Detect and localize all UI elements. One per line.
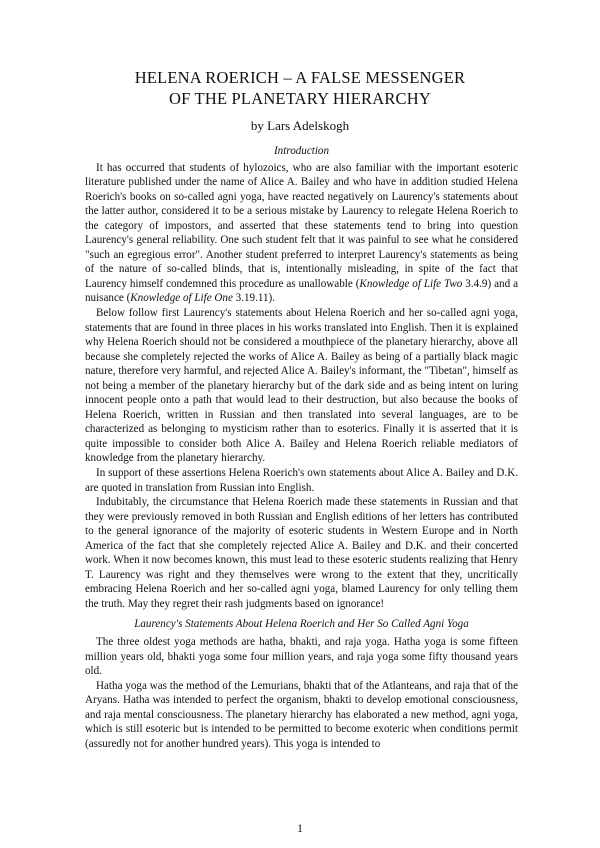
title-line-1: HELENA ROERICH – A FALSE MESSENGER (134, 68, 466, 87)
paragraph-1 (85, 161, 518, 306)
book-reference-knowledge-of-life-two: Knowledge of Life Two (359, 277, 463, 290)
section-heading-introduction: Introduction (273, 145, 330, 157)
section-heading-laurency-statements: Laurency's Statements About Helena Roerich and Her So Called Agni Yoga (134, 617, 469, 630)
paragraph-4: Indubitably, the circumstance that Helena Roerich made these statements in Russian and that they were previously removed in both Russian and English editions of her letters has contributed to the general ignorance of the majority of esoteric students in Western Europe and in North America of the fact that she completely rejected Alice A. Bailey and D.K. and their concerted work. When it now becomes known, this must lead to these esoteric students realizing that Henry T. Laurency was right and they themselves were wrong to the extent that they, uncritically embracing Helena Roerich and her so-called agni yoga, blamed Laurency for only telling them the truth. May they regret their rash judgments based on ignorance! (85, 496, 518, 610)
title-line-2: OF THE PLANETARY HIERARCHY (169, 89, 431, 108)
book-reference-knowledge-of-life-one: Knowledge of Life One (130, 292, 233, 305)
paragraph-1-text-a: It has occurred that students of hylozoics, who are also familiar with the important esoteric literature published under the name of Alice A. Bailey and who have in addition studied Helena Roerich's books on so-called agni yoga, have reacted negatively on Laurency's statements about the latter author, considered it to be a serious mistake by Laurency to relegate Helena Roerich to the category of impostors, and asserted that these statements tend to bring into question Laurency's general reliability. One such student felt that it was painful to see what he considered "such an egregious error". Another student preferred to interpret Laurency's statements as being of the nature of so-called blinds, that is, intentionally misleading, in spite of the fact that Laurency himself condemned this procedure as unallowable ( (85, 161, 518, 290)
paragraph-3: In support of these assertions Helena Roerich's own statements about Alice A. Bailey and D.K. are quoted in translation from Russian into English. (85, 467, 518, 494)
page-number: 1 (297, 821, 303, 835)
document-body (85, 144, 518, 751)
paragraph-2: Below follow first Laurency's statements about Helena Roerich and her so-called agni yoga, statements that are found in three places in his works translated into English. Then it is explained why Helena Roerich should not be considered a mouthpiece of the planetary hierarchy, above all because she completely rejected the works of Alice A. Bailey as being of a partially black magic nature, therefore very harmful, and rejected Alice A. Bailey's informant, the "Tibetan", himself as not being a member of the planetary hierarchy but of the dark side and as being intent on luring innocent people onto a path that would lead to their destruction, but also because the books of Helena Roerich, written in Russian and then translated into several languages, are to be characterized as belonging to mysticism rather than to esoterics. Finally it is asserted that it is quite impossible to consider both Alice A. Bailey and Helena Roerich reliable mediators of knowledge from the planetary hierarchy. (85, 307, 518, 465)
paragraph-1-text-b: 3.4.9) and a nuisance ( (85, 277, 518, 305)
author-byline: by Lars Adelskogh (250, 118, 350, 133)
paragraph-1-text-c: 3.19.11). (232, 292, 276, 305)
paragraph-5: The three oldest yoga methods are hatha, bhakti, and raja yoga. Hatha yoga is some fifteen million years old, bhakti yoga some four million years, and raja yoga some fifty thousand years old. (85, 636, 518, 678)
paragraph-6: Hatha yoga was the method of the Lemurians, bhakti that of the Atlanteans, and raja that of the Aryans. Hatha was intended to perfect the organism, bhakti to develop emotional consciousness, and raja mental consciousness. The planetary hierarchy has elaborated a new method, agni yoga, which is still esoteric but is intended to be permitted to become exoteric when conditions permit (assuredly not for another hundred years). This yoga is intended to (85, 679, 518, 750)
